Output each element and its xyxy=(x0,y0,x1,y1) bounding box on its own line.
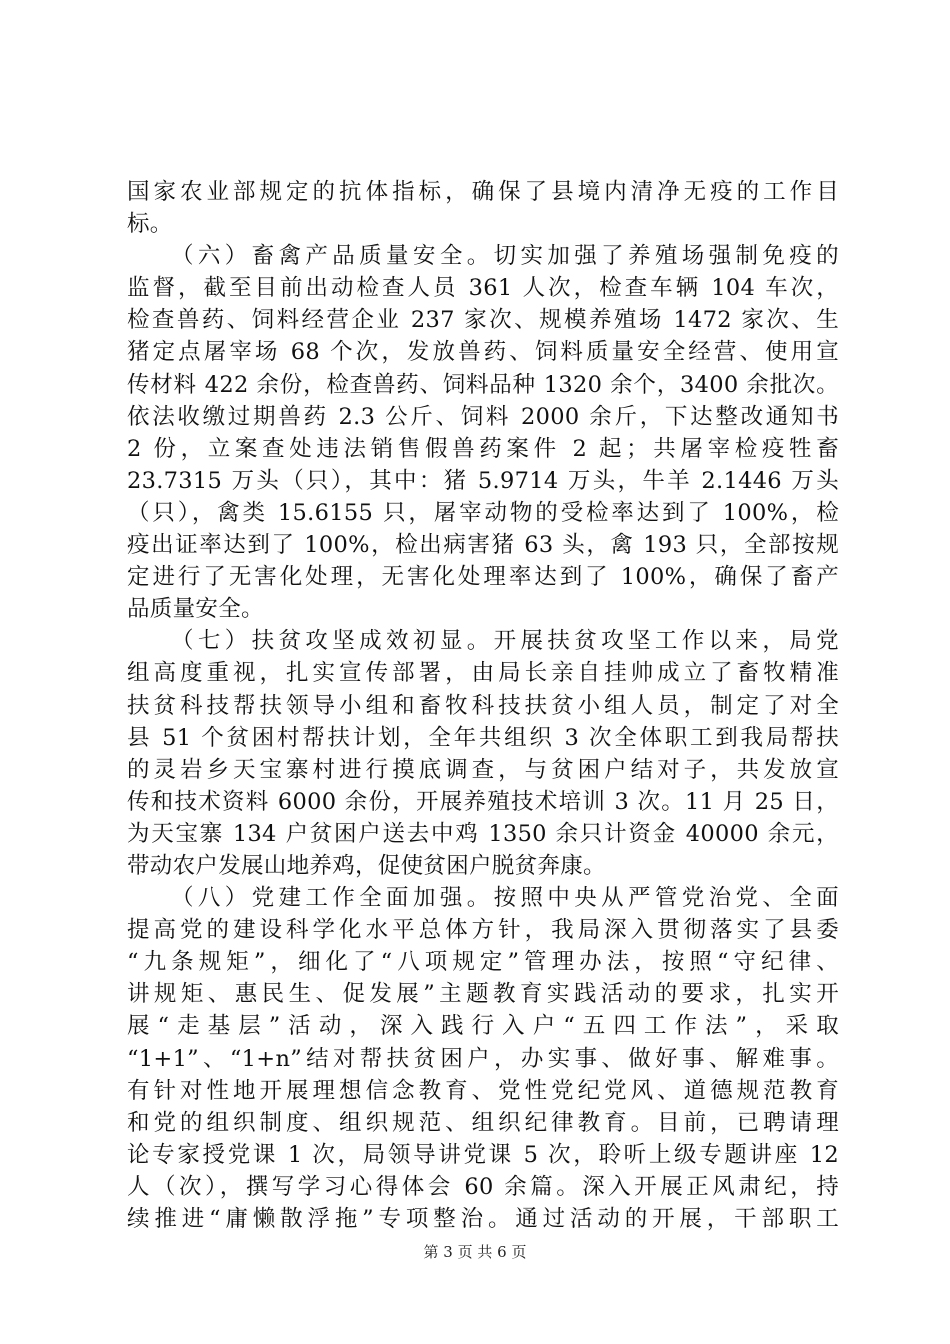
text-line: 展“走基层”活动，深入践行入户“五四工作法”，采取 xyxy=(127,1013,839,1040)
text-line: 2 份，立案查处违法销售假兽药案件 2 起；共屠宰检疫牲畜 xyxy=(127,435,839,462)
text-line: 品质量安全。 xyxy=(127,596,264,623)
text-line: 疫出证率达到了 100%，检出病害猪 63 头，禽 193 只，全部按规 xyxy=(127,532,839,559)
text-line: 23.7315 万头（只），其中：猪 5.9714 万头，牛羊 2.1446 万头 xyxy=(127,467,839,494)
text-line: 有针对性地开展理想信念教育、党性党纪党风、道德规范教育 xyxy=(127,1077,839,1104)
text-line: （只），禽类 15.6155 只，屠宰动物的受检率达到了 100%，检 xyxy=(127,499,839,526)
text-line: 和党的组织制度、组织规范、组织纪律教育。目前，已聘请理 xyxy=(127,1109,839,1136)
text-line: （八）党建工作全面加强。按照中央从严管党治党、全面 xyxy=(171,885,839,912)
text-line: 续推进“庸懒散浮拖”专项整治。通过活动的开展，干部职工 xyxy=(127,1206,839,1232)
text-line: 传和技术资料 6000 余份，开展养殖技术培训 3 次。11 月 25 日， xyxy=(127,788,839,815)
text-line: 为天宝寨 134 户贫困户送去中鸡 1350 余只计资金 40000 余元， xyxy=(127,820,839,847)
text-line: 猪定点屠宰场 68 个次，发放兽药、饲料质量安全经营、使用宣 xyxy=(127,339,839,366)
text-line: 标。 xyxy=(127,211,173,238)
text-line: （六）畜禽产品质量安全。切实加强了养殖场强制免疫的 xyxy=(171,243,839,270)
document-body xyxy=(127,176,839,1235)
text-line: 扶贫科技帮扶领导小组和畜牧科技扶贫小组人员，制定了对全 xyxy=(127,692,839,719)
text-line: 传材料 422 余份，检查兽药、饲料品种 1320 余个，3400 余批次。 xyxy=(127,371,839,398)
text-line: 论专家授党课 1 次，局领导讲党课 5 次，聆听上级专题讲座 12 xyxy=(127,1141,839,1168)
text-line: 定进行了无害化处理，无害化处理率达到了 100%，确保了畜产 xyxy=(127,564,839,591)
text-line: 县 51 个贫困村帮扶计划，全年共组织 3 次全体职工到我局帮扶 xyxy=(127,724,839,751)
text-line: 提高党的建设科学化水平总体方针，我局深入贯彻落实了县委 xyxy=(127,917,839,944)
text-line: 检查兽药、饲料经营企业 237 家次、规模养殖场 1472 家次、生 xyxy=(127,307,839,334)
text-line: 人（次），撰写学习心得体会 60 余篇。深入开展正风肃纪，持 xyxy=(127,1173,839,1200)
text-line: 国家农业部规定的抗体指标，确保了县境内清净无疫的工作目 xyxy=(127,179,839,205)
text-line: 讲规矩、惠民生、促发展”主题教育实践活动的要求，扎实开 xyxy=(127,981,839,1008)
text-line: 依法收缴过期兽药 2.3 公斤、饲料 2000 余斤，下达整改通知书 xyxy=(127,403,839,430)
text-line: 监督，截至目前出动检查人员 361 人次，检查车辆 104 车次， xyxy=(127,275,839,302)
text-line: “九条规矩”，细化了“八项规定”管理办法，按照“守纪律、 xyxy=(127,949,839,976)
text-line: 组高度重视，扎实宣传部署，由局长亲自挂帅成立了畜牧精准 xyxy=(127,660,839,687)
text-line: 的灵岩乡天宝寨村进行摸底调查，与贫困户结对子，共发放宣 xyxy=(127,756,839,783)
text-line: （七）扶贫攻坚成效初显。开展扶贫攻坚工作以来，局党 xyxy=(171,628,839,655)
text-line: 带动农户发展山地养鸡，促使贫困户脱贫奔康。 xyxy=(127,852,606,879)
page-footer: 第 3 页 共 6 页 xyxy=(423,1243,527,1261)
text-line: “1+1”、“1+n”结对帮扶贫困户，办实事、做好事、解难事。 xyxy=(127,1045,839,1072)
